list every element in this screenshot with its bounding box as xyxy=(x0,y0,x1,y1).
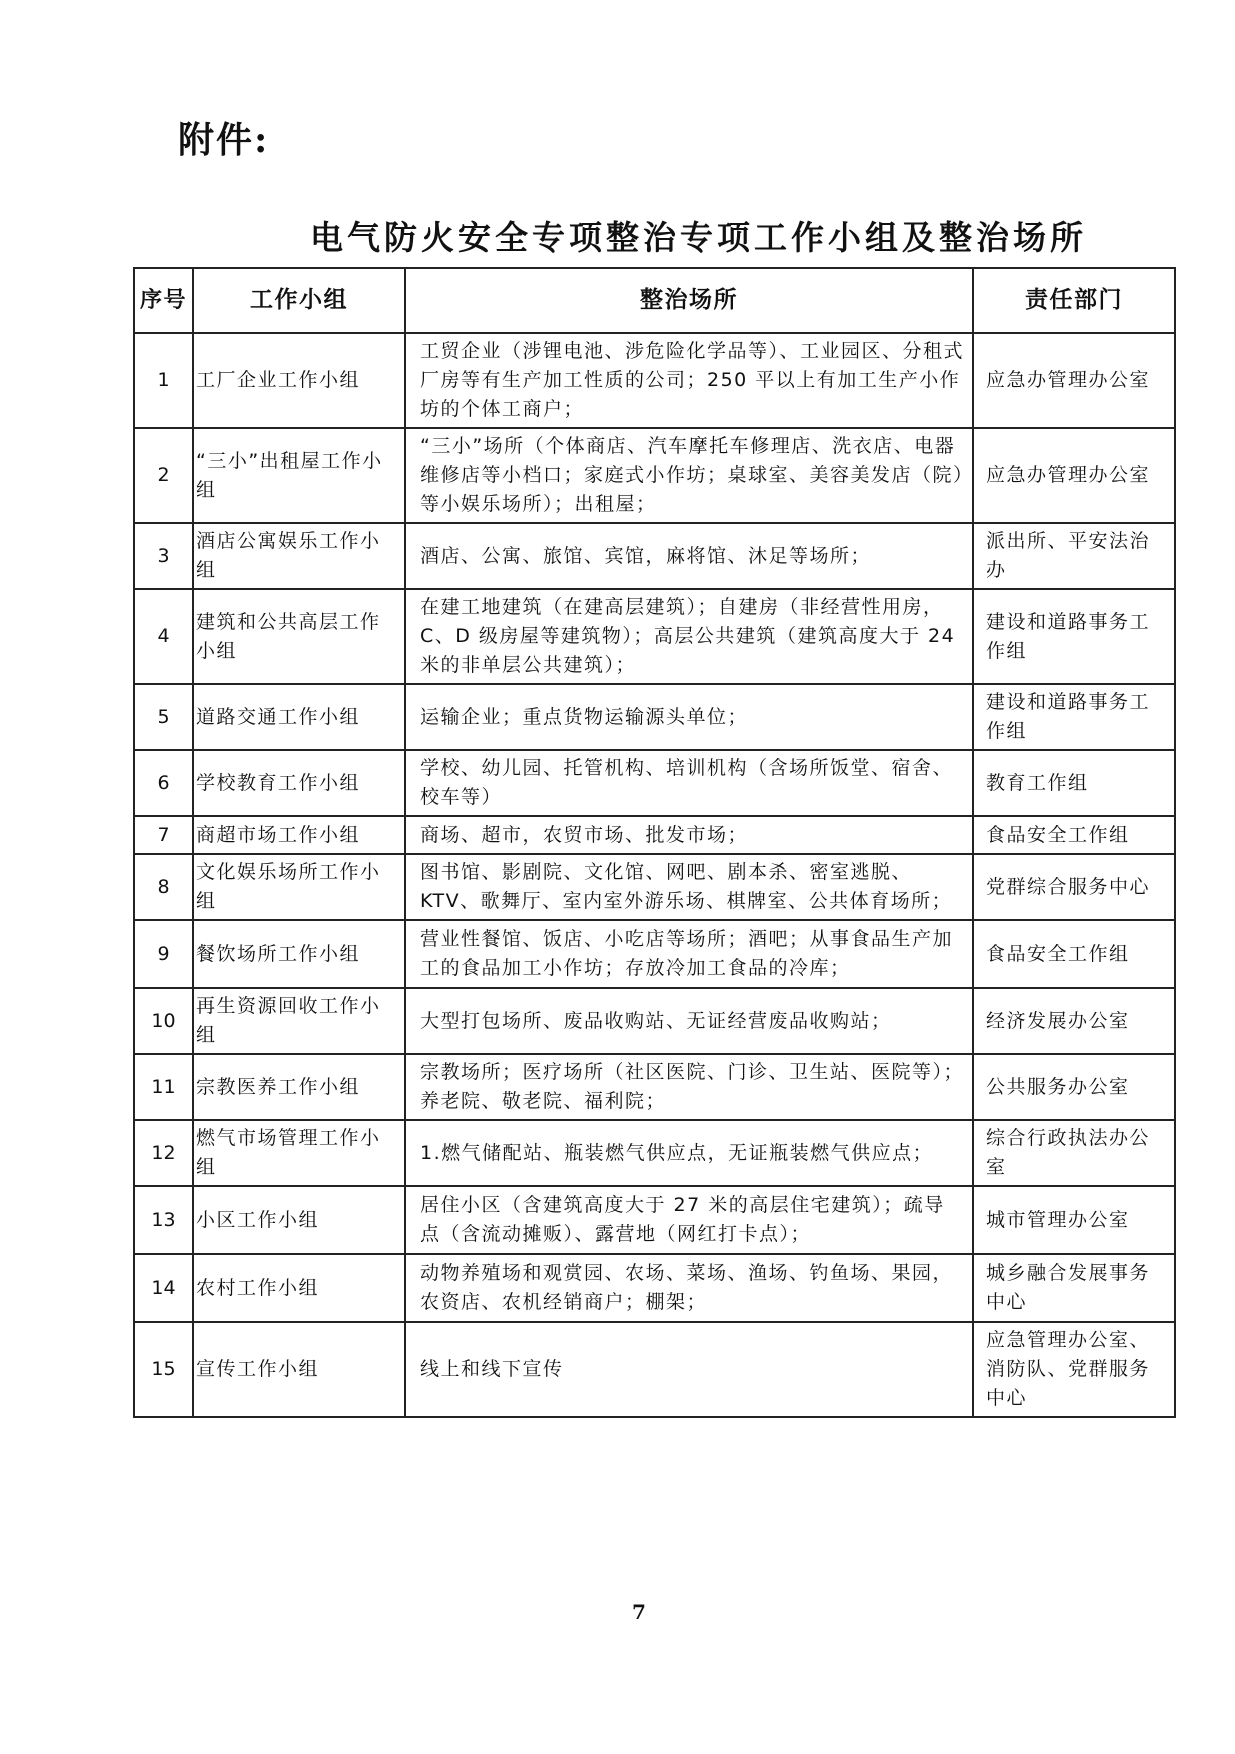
cell-seq: 10 xyxy=(134,988,193,1054)
cell-responsible-dept: 综合行政执法办公室 xyxy=(973,1120,1175,1186)
cell-responsible-dept: 公共服务办公室 xyxy=(973,1054,1175,1120)
cell-work-group: 酒店公寓娱乐工作小组 xyxy=(193,523,405,589)
table-row xyxy=(134,1120,1175,1186)
table-row xyxy=(134,1054,1175,1120)
cell-responsible-dept: 教育工作组 xyxy=(973,750,1175,816)
header-rectification-place: 整治场所 xyxy=(405,268,973,333)
cell-work-group: 宗教医养工作小组 xyxy=(193,1054,405,1120)
cell-work-group: 小区工作小组 xyxy=(193,1186,405,1254)
cell-work-group: 学校教育工作小组 xyxy=(193,750,405,816)
cell-responsible-dept: 食品安全工作组 xyxy=(973,816,1175,854)
cell-work-group: 燃气市场管理工作小组 xyxy=(193,1120,405,1186)
table-header-row xyxy=(134,268,1175,333)
table-row xyxy=(134,589,1175,684)
table-row xyxy=(134,333,1175,428)
header-seq: 序号 xyxy=(134,268,193,333)
cell-seq: 12 xyxy=(134,1120,193,1186)
table-body xyxy=(134,333,1175,1417)
cell-responsible-dept: 党群综合服务中心 xyxy=(973,854,1175,920)
cell-seq: 6 xyxy=(134,750,193,816)
cell-responsible-dept: 食品安全工作组 xyxy=(973,920,1175,988)
cell-responsible-dept: 建设和道路事务工作组 xyxy=(973,589,1175,684)
cell-seq: 4 xyxy=(134,589,193,684)
cell-rectification-place: 酒店、公寓、旅馆、宾馆，麻将馆、沐足等场所； xyxy=(405,523,973,589)
table-row xyxy=(134,523,1175,589)
cell-responsible-dept: 经济发展办公室 xyxy=(973,988,1175,1054)
document-title: 电气防火安全专项整治专项工作小组及整治场所 xyxy=(310,218,1087,257)
cell-seq: 8 xyxy=(134,854,193,920)
cell-seq: 14 xyxy=(134,1254,193,1322)
rectification-table xyxy=(133,267,1176,1418)
cell-rectification-place: 大型打包场所、废品收购站、无证经营废品收购站； xyxy=(405,988,973,1054)
header-responsible-dept: 责任部门 xyxy=(973,268,1175,333)
header-work-group: 工作小组 xyxy=(193,268,405,333)
cell-responsible-dept: 派出所、平安法治办 xyxy=(973,523,1175,589)
cell-rectification-place: 动物养殖场和观赏园、农场、菜场、渔场、钓鱼场、果园，农资店、农机经销商户；棚架； xyxy=(405,1254,973,1322)
cell-responsible-dept: 建设和道路事务工作组 xyxy=(973,684,1175,750)
cell-work-group: 工厂企业工作小组 xyxy=(193,333,405,428)
cell-rectification-place: 学校、幼儿园、托管机构、培训机构（含场所饭堂、宿舍、校车等） xyxy=(405,750,973,816)
cell-rectification-place: “三小”场所（个体商店、汽车摩托车修理店、洗衣店、电器维修店等小档口；家庭式小作坊；桌球室、美容美发店（院）等小娱乐场所）；出租屋； xyxy=(405,428,973,523)
table-row xyxy=(134,1186,1175,1254)
table-row xyxy=(134,684,1175,750)
cell-seq: 11 xyxy=(134,1054,193,1120)
cell-seq: 5 xyxy=(134,684,193,750)
table-row xyxy=(134,428,1175,523)
cell-work-group: 商超市场工作小组 xyxy=(193,816,405,854)
cell-responsible-dept: 应急办管理办公室 xyxy=(973,428,1175,523)
cell-responsible-dept: 应急办管理办公室 xyxy=(973,333,1175,428)
cell-responsible-dept: 城乡融合发展事务中心 xyxy=(973,1254,1175,1322)
cell-rectification-place: 1.燃气储配站、瓶装燃气供应点，无证瓶装燃气供应点； xyxy=(405,1120,973,1186)
cell-rectification-place: 居住小区（含建筑高度大于 27 米的高层住宅建筑）；疏导点（含流动摊贩）、露营地（网红打卡点）； xyxy=(405,1186,973,1254)
cell-work-group: 建筑和公共高层工作小组 xyxy=(193,589,405,684)
cell-rectification-place: 在建工地建筑（在建高层建筑）；自建房（非经营性用房，C、D 级房屋等建筑物）；高层公共建筑（建筑高度大于 24 米的非单层公共建筑）； xyxy=(405,589,973,684)
cell-seq: 1 xyxy=(134,333,193,428)
cell-rectification-place: 运输企业；重点货物运输源头单位； xyxy=(405,684,973,750)
cell-rectification-place: 线上和线下宣传 xyxy=(405,1322,973,1417)
table-row xyxy=(134,1322,1175,1417)
table-row xyxy=(134,750,1175,816)
attachment-label: 附件: xyxy=(178,119,270,161)
cell-seq: 9 xyxy=(134,920,193,988)
cell-seq: 13 xyxy=(134,1186,193,1254)
rectification-table-container xyxy=(133,267,1174,1418)
cell-work-group: 餐饮场所工作小组 xyxy=(193,920,405,988)
table-row xyxy=(134,854,1175,920)
cell-work-group: 道路交通工作小组 xyxy=(193,684,405,750)
cell-work-group: 再生资源回收工作小组 xyxy=(193,988,405,1054)
cell-work-group: 宣传工作小组 xyxy=(193,1322,405,1417)
table-row xyxy=(134,1254,1175,1322)
cell-rectification-place: 图书馆、影剧院、文化馆、网吧、剧本杀、密室逃脱、KTV、歌舞厅、室内室外游乐场、棋牌室、公共体育场所； xyxy=(405,854,973,920)
table-row xyxy=(134,920,1175,988)
cell-seq: 7 xyxy=(134,816,193,854)
cell-work-group: 农村工作小组 xyxy=(193,1254,405,1322)
cell-rectification-place: 商场、超市，农贸市场、批发市场； xyxy=(405,816,973,854)
table-row xyxy=(134,816,1175,854)
cell-work-group: “三小”出租屋工作小组 xyxy=(193,428,405,523)
cell-seq: 3 xyxy=(134,523,193,589)
cell-rectification-place: 工贸企业（涉锂电池、涉危险化学品等）、工业园区、分租式厂房等有生产加工性质的公司；250 平以上有加工生产小作坊的个体工商户； xyxy=(405,333,973,428)
cell-rectification-place: 宗教场所；医疗场所（社区医院、门诊、卫生站、医院等）；养老院、敬老院、福利院； xyxy=(405,1054,973,1120)
cell-work-group: 文化娱乐场所工作小组 xyxy=(193,854,405,920)
cell-seq: 15 xyxy=(134,1322,193,1417)
cell-responsible-dept: 应急管理办公室、消防队、党群服务中心 xyxy=(973,1322,1175,1417)
cell-responsible-dept: 城市管理办公室 xyxy=(973,1186,1175,1254)
page-number: 7 xyxy=(632,1600,646,1624)
table-row xyxy=(134,988,1175,1054)
cell-rectification-place: 营业性餐馆、饭店、小吃店等场所；酒吧；从事食品生产加工的食品加工小作坊；存放冷加工食品的冷库； xyxy=(405,920,973,988)
cell-seq: 2 xyxy=(134,428,193,523)
